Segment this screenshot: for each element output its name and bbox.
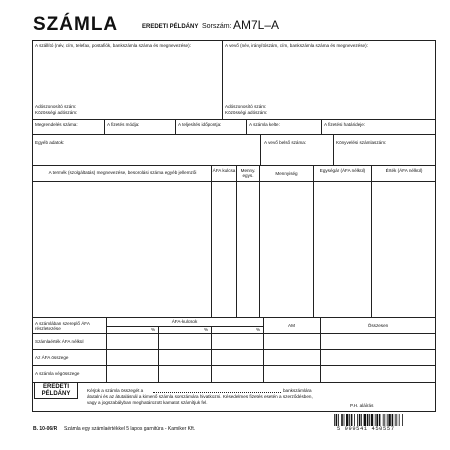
payment-instruction-line3: vagy a jogszabályban meghatározott kamatot számítjuk fel. [87,400,208,405]
payment-instruction-start: Kérjük a számla összegét a [87,388,144,393]
section-divider [32,382,436,383]
row-divider [32,365,436,366]
signature-label: P.H. aláírás [350,403,374,408]
document-title: SZÁMLA [33,14,119,35]
buyer-eu-tax-no-label: Közösségi adószám: [225,110,268,115]
percent-sign: % [151,327,156,332]
cell-divider [104,119,105,134]
buyer-tax-no-label: Adószonosító szám: [225,104,267,109]
buyer-internal-no-label: A vevő belső száma: [264,140,307,145]
column-divider [211,165,212,317]
cell-divider [321,119,322,134]
percent-sign: % [256,327,261,332]
payment-method-label: A fizetés módja: [107,122,140,127]
row-divider [106,326,263,327]
percent-sign: % [204,327,209,332]
column-divider [211,326,212,382]
order-number-label: Megrendelés száma: [35,122,78,127]
am-label: AM [288,323,295,328]
seller-label: A szállító (név, cím, telefax, postafiók, bankszámla száma és megnevezése): [35,43,191,48]
col-product: A termék (szolgáltatás) megnevezése, besorolási száma egyéb jellemzői [48,170,197,175]
cell-divider [175,119,176,134]
delivery-date-label: A teljesítés időpontja: [178,122,222,127]
cell-divider [260,134,261,165]
serial-number: AM7L–A [233,18,280,32]
accounting-code-label: Könyvelési számlaszám: [336,140,387,145]
barcode-icon [334,414,434,426]
row-divider [32,333,436,334]
vat-rates-label: ÁFA-kulcsok [171,319,198,324]
due-date-label: A fizetési határideje: [324,122,366,127]
section-divider [32,119,436,120]
section-divider [32,317,436,318]
other-data-label: Egyéb adatok: [35,140,65,145]
col-vat-key: ÁFA kulcsa [212,168,236,173]
payment-instruction-end: bankszámlára [283,388,312,393]
column-divider [236,165,237,317]
col-quantity: Mennyiség [275,171,298,176]
net-value-label: Számlaérték ÁFA nélkül [35,339,84,344]
total-label: Összesen [367,323,389,328]
barcode-number: 5 999541 450557 [337,426,395,432]
column-divider [158,326,159,382]
serial-label: Sorszám: [202,23,232,30]
form-description: Számla egy számlaértékkel 5 lapos garnitúra - Kamiker Kft. [64,426,196,432]
column-divider [313,165,314,317]
issue-date-label: A számla kelte: [249,122,280,127]
form-frame [32,40,436,412]
copy-stamp: EREDETI PÉLDÁNY [41,384,71,397]
bank-account-blank [153,392,281,393]
payment-instruction-line2: átutalni és az átutalásnál a kimenő számla sorszámára hivatkozni. Késedelmes fizetés esetén a szerződésben, [87,394,313,399]
col-value: Érték (ÁFA nélkül) [385,168,423,173]
column-divider [259,165,260,317]
seller-eu-tax-no-label: Közösségi adószám: [35,110,78,115]
gross-total-label: A számla végösszege [35,371,80,376]
copy-label: EREDETI PÉLDÁNY [142,24,199,30]
section-divider [32,165,436,166]
column-divider [371,165,372,317]
header-divider [32,181,436,182]
vat-amount-label: Az ÁFA összege [35,355,69,360]
seller-tax-no-label: Adószonosító szám: [35,104,77,109]
cell-divider [246,119,247,134]
col-qty-unit: Menny. egys. [240,168,256,179]
form-code: B. 10-06/R [33,426,58,432]
col-unit-price: Egységár (ÁFA nélkül) [319,168,366,173]
party-divider [222,40,223,119]
vat-breakdown-label: A számlában szereplő ÁFA részletezése [35,321,90,332]
cell-divider [333,134,334,165]
row-divider [32,349,436,350]
section-divider [32,134,436,135]
buyer-label: A vevő (név, irányítószám, cím, bankszámla száma és megnevezése): [225,43,368,48]
